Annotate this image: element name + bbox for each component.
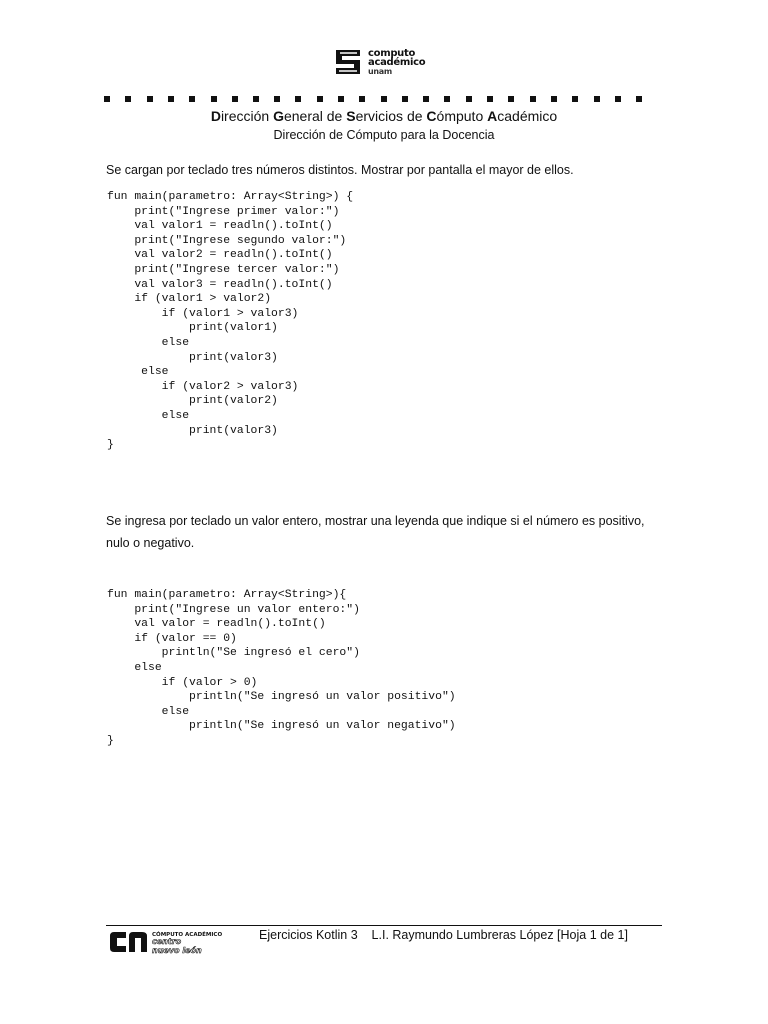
divider-dot [594,96,600,102]
footer-text: Ejercicios Kotlin 3 L.I. Raymundo Lumbreras López [Hoja 1 de 1] [259,928,628,942]
title-rest-3: ervicios de [355,108,427,124]
divider-dot [381,96,387,102]
divider-dot [232,96,238,102]
divider-dot [317,96,323,102]
exercise-1-code: fun main(parametro: Array<String>) { print("Ingrese primer valor:") val valor1 = readln().toInt() print("Ingrese segundo valor:") val valor2 = readln().toInt() print("Ingrese tercer valor:") val valor3 = readln().toInt() if (valor1 > valor2) if (valor1 > valor3) print(valor1) else print(valor3) else if (valor2 > valor3) print(valor2) else print(valor3) } [107,191,354,452]
title-cap-4: C [426,108,437,124]
divider-dot [551,96,557,102]
divider-dot [147,96,153,102]
divider-dot [615,96,621,102]
divider-dot [444,96,450,102]
computo-academico-logo [332,48,442,78]
footer-logo-line-1: CÓMPUTO ACADÉMICO [152,932,223,938]
divider-dot [168,96,174,102]
footer-logo-line-3: nuevo león [152,946,202,955]
divider-dot [338,96,344,102]
divider-dot [125,96,131,102]
footer-divider [106,925,662,926]
divider-dot [402,96,408,102]
footer-logo [108,928,226,956]
dotted-divider [104,96,660,102]
title-cap-2: G [273,108,284,124]
divider-dot [211,96,217,102]
divider-dot [253,96,259,102]
divider-dot [295,96,301,102]
divider-dot [189,96,195,102]
divider-dot [274,96,280,102]
title-rest-4: ómputo [436,108,488,124]
divider-dot [508,96,514,102]
divider-dot [359,96,365,102]
title-rest-1: irección [220,108,274,124]
exercise-1-statement: Se cargan por teclado tres números distintos. Mostrar por pantalla el mayor de ellos. [106,163,574,177]
logo-line-3: unam [368,67,392,76]
divider-dot [423,96,429,102]
title-cap-5: A [487,108,498,124]
exercise-2-code: fun main(parametro: Array<String>){ print("Ingrese un valor entero:") val valor = readln().toInt() if (valor == 0) println("Se ingresó el cero") else if (valor > 0) println("Se ingresó un valor positivo") else println("Se ingresó un valor negativo") } [107,589,456,747]
divider-dot [466,96,472,102]
exercise-2-statement: Se ingresa por teclado un valor entero, mostrar una leyenda que indique si el número es positivo, nulo o negativo. [106,514,645,550]
computo-logo-icon [332,48,364,76]
page-title [0,108,768,124]
divider-dot [572,96,578,102]
logo-wordmark [368,49,425,76]
divider-dot [487,96,493,102]
divider-dot [530,96,536,102]
centro-nuevo-leon-logo-icon [108,928,226,956]
title-rest-2: eneral de [283,108,347,124]
divider-dot [104,96,110,102]
footer-logo-line-2: centro [152,937,182,946]
title-cap-3: S [346,108,356,124]
logo-line-2: académico [368,57,426,68]
page-subtitle: Dirección de Cómputo para la Docencia [273,128,495,142]
divider-dot [636,96,642,102]
logo-line-1: computo [368,48,416,59]
title-rest-5: cadémico [497,108,558,124]
title-cap-1: D [210,108,221,124]
